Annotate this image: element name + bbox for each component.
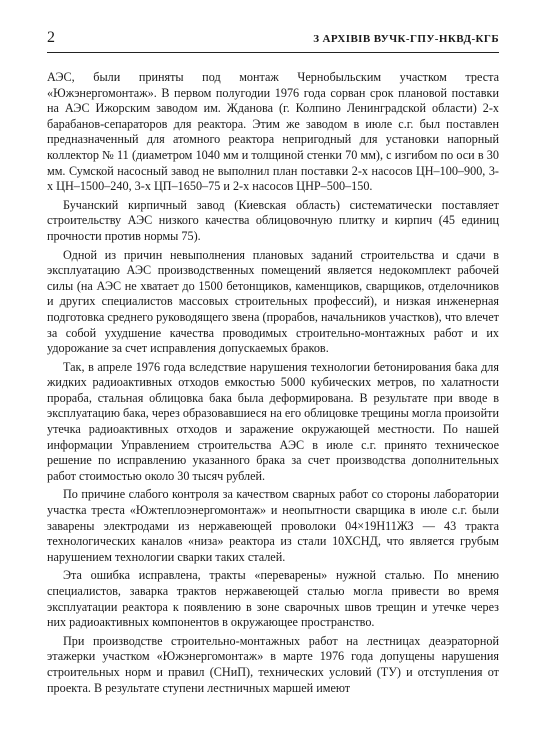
paragraph-4: Так, в апреле 1976 года вследствие нарушения технологии бетонирования бака для жидких радиоактивных отходов емкостью 5000 кубических метров, по халатности прораба, стальная облицовка бака была деформирована. В результате при вводе в эксплуатацию бака, через образовавшиеся на его облицовке трещины могла произойти утечка радиоактивных отходов и заражение окружающей местности. По нашей информации Управлением строительства АЭС в июле с.г. принято техническое решение по исправлению указанного брака за счет производства дополнительных работ стоимостью около 30 тысяч рублей.	[47, 359, 500, 483]
paragraph-1: АЭС, были приняты под монтаж Чернобыльским участком треста «Южэнергомонтаж». В первом полугодии 1976 года сорван срок плановой поставки на АЭС Ижорским заводом им. Жданова (г. Колпино Ленинградской области) 2-х барабанов-сепараторов для реактора. Этим же заводом в июле с.г. был поставлен предназначенный для атомного реактора непригодный для установки напорный коллектор № 11 (диаметром 1040 мм и толщиной стенки 70 мм), с изгибом по оси в 30 мм. Сумской насосный завод не выполнил план поставки 2-х насосов ЦН–100–900, 3-х ЦН–1500–240, 3-х ЦП–1650–75 и 2-х насосов ЦНР–500–150.	[47, 70, 499, 194]
body-text	[47, 70, 499, 696]
paragraph-7: При производстве строительно-монтажных работ на лестницах деаэраторной этажерки участком «Южэнергомонтаж» в марте 1976 года допущены нарушения строительных норм и правил (СНиП), технических условий (ТУ) и отступления от проекта. В результате ступени лестничных маршей имеют	[47, 633, 499, 695]
paragraph-6: Эта ошибка исправлена, тракты «переварены» нужной сталью. По мнению специалистов, заварка трактов нержавеющей сталью могла привести во время эксплуатации реактора к появлению в зоне сварочных швов трещин и утечке через них радиоактивных компонентов в окружающее пространство.	[47, 568, 499, 630]
page-number: 2	[47, 29, 55, 46]
paragraph-2: Бучанский кирпичный завод (Киевская область) систематически поставляет строительству АЭС низкого качества облицовочную плитку и кирпич (45 единиц прочности против нормы 75).	[47, 197, 499, 243]
page-header	[47, 29, 499, 49]
running-title: З АРХІВІВ ВУЧК-ГПУ-НКВД-КГБ	[313, 33, 499, 45]
paragraph-3: Одной из причин невыполнения плановых заданий строительства и сдачи в эксплуатацию АЭС производственных помещений является недокомплект рабочей силы (на АЭС не хватает до 1500 бетонщиков, каменщиков, сварщиков, отделочников и других специалистов массовых строительных профессий), и низкая инженерная подготовка среднего руководящего звена (прорабов, начальников участков), что влечет за собой ухудшение качества проводимых строительно-монтажных работ и их удорожание за счет исправления допускаемых браков.	[47, 247, 499, 356]
header-rule	[47, 52, 499, 53]
paragraph-5: По причине слабого контроля за качеством сварных работ со стороны лаборатории участка треста «Южтеплоэнергомонтаж» и неопытности сварщика в июле с.г. были заварены электродами из нержавеющей проволоки 04×19Н11ЖЗ — 43 тракта технологических каналов «низа» реактора из стали 10ХСНД, что является грубым нарушением технологии сварки таких сталей.	[47, 487, 499, 564]
